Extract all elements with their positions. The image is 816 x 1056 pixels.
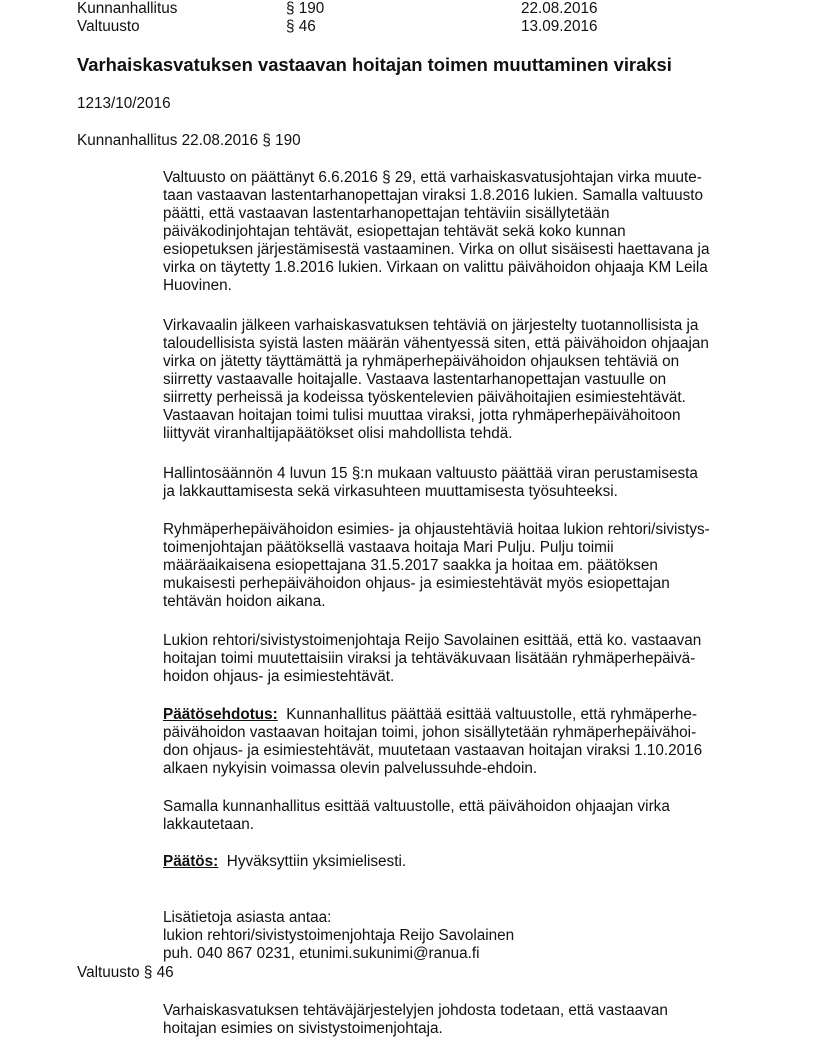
paragraph-line: Ryhmäperhepäivähoidon esimies- ja ohjaustehtäviä hoitaa lukion rehtori/sivistys-	[163, 521, 710, 538]
paragraph-line	[163, 706, 763, 724]
paragraph	[163, 465, 763, 501]
paragraph-line: päiväkodinjohtajan tehtävät, esiopettajan tehtävät sekä koko kunnan	[163, 223, 626, 240]
document-title: Varhaiskasvatuksen vastaavan hoitajan toimen muuttaminen viraksi	[77, 54, 672, 75]
paragraph-line: Hallintosäännön 4 luvun 15 §:n mukaan valtuusto päättää viran perustamisesta	[163, 465, 698, 482]
paragraph-line: Vastaavan hoitajan toimi tulisi muuttaa viraksi, jotta ryhmäperhepäivähoitoon	[163, 407, 681, 424]
paragraph	[163, 632, 763, 686]
paragraph-line: Valtuusto on päättänyt 6.6.2016 § 29, että varhaiskasvatusjohtajan virka muute-	[163, 169, 702, 186]
decision-text: Hyväksyttiin yksimielisesti.	[226, 853, 407, 870]
paragraph-line: taloudellisista syistä lasten määrän vähentyessä siten, että päivähoidon ohjaajan	[163, 335, 709, 352]
paragraph	[163, 1002, 763, 1038]
header-row	[77, 0, 777, 18]
paragraph	[163, 521, 763, 611]
paragraph-line: tehtävän hoidon aikana.	[163, 593, 326, 610]
header-date: 13.09.2016	[521, 18, 598, 35]
decision-proposal	[163, 706, 763, 778]
paragraph	[163, 798, 763, 834]
paragraph-line: määräaikaisena esiopettajana 31.5.2017 saakka ja hoitaa em. päätöksen	[163, 557, 658, 574]
paragraph-line: virka on täytetty 1.8.2016 lukien. Virkaan on valittu päivähoidon ohjaaja KM Leila	[163, 259, 708, 276]
contact-line: Lisätietoja asiasta antaa:	[163, 909, 332, 926]
paragraph-line: liittyvät viranhaltijapäätökset olisi mahdollista tehdä.	[163, 425, 513, 442]
decision	[163, 853, 763, 871]
paragraph-line: siirretty perheissä ja kodeissa työskentelevien päivähoitajien esimiestehtävät.	[163, 389, 686, 406]
proposal-label: Päätösehdotus:	[163, 706, 278, 723]
header-body: Kunnanhallitus	[77, 0, 178, 17]
header-body: Valtuusto	[77, 18, 140, 35]
header-date: 22.08.2016	[521, 0, 598, 17]
paragraph-line: Virkavaalin jälkeen varhaiskasvatuksen tehtäviä on järjestelty tuotannollisista ja	[163, 317, 699, 334]
paragraph-line: virka on jätetty täyttämättä ja ryhmäperhepäivähoidon ohjauksen tehtäviä on	[163, 353, 680, 370]
header-section: § 190	[286, 0, 325, 17]
decision-label: Päätös:	[163, 853, 219, 870]
paragraph-line: don ohjaus- ja esimiestehtävät, muutetaan vastaavan hoitajan viraksi 1.10.2016	[163, 742, 703, 759]
record-number: 1213/10/2016	[77, 95, 171, 112]
paragraph-line: taan vastaavan lastentarhanopettajan viraksi 1.8.2016 lukien. Samalla valtuusto	[163, 187, 703, 204]
paragraph-line: hoitajan toimi muutettaisiin viraksi ja tehtäväkuvaan lisätään ryhmäperhepäivä-	[163, 650, 696, 667]
paragraph-line: päätti, että vastaavan lastentarhanopettajan tehtäviin sisällytetään	[163, 205, 610, 222]
header-section: § 46	[286, 18, 316, 35]
paragraph-line: päivähoidon vastaavan hoitajan toimi, johon sisällytetään ryhmäperhepäivähoi-	[163, 724, 697, 741]
contact-line: puh. 040 867 0231, etunimi.sukunimi@ranua.fi	[163, 945, 480, 962]
paragraph-line: mukaisesti perhepäivähoidon ohjaus- ja esimiestehtävät myös esiopettajan	[163, 575, 670, 592]
paragraph	[163, 317, 763, 443]
contact-line: lukion rehtori/sivistystoimenjohtaja Reijo Savolainen	[163, 927, 515, 944]
paragraph-line: Huovinen.	[163, 277, 232, 294]
section-heading-valtuusto: Valtuusto § 46	[77, 964, 174, 981]
paragraph-line: Varhaiskasvatuksen tehtäväjärjestelyjen johdosta todetaan, että vastaavan	[163, 1002, 668, 1019]
proposal-first-line: Kunnanhallitus päättää esittää valtuustolle, että ryhmäperhe-	[286, 706, 697, 723]
paragraph-line: ja lakkauttamisesta sekä virkasuhteen muuttamisesta työsuhteeksi.	[163, 483, 618, 500]
paragraph-line: toimenjohtajan päätöksellä vastaava hoitaja Mari Pulju. Pulju toimii	[163, 539, 614, 556]
section-heading-kunnanhallitus: Kunnanhallitus 22.08.2016 § 190	[77, 132, 301, 149]
header-row	[77, 18, 777, 36]
paragraph-line: siirretty vastaavalle hoitajalle. Vastaava lastentarhanopettajan vastuulle on	[163, 371, 667, 388]
paragraph-line: Lukion rehtori/sivistystoimenjohtaja Reijo Savolainen esittää, että ko. vastaavan	[163, 632, 702, 649]
paragraph-line	[163, 853, 763, 871]
paragraph-line: lakkautetaan.	[163, 816, 254, 833]
paragraph-line: alkaen nykyisin voimassa olevin palvelussuhde-ehdoin.	[163, 760, 538, 777]
paragraph-line: hoitajan esimies on sivistystoimenjohtaja.	[163, 1020, 443, 1037]
paragraph-line: hoidon ohjaus- ja esimiestehtävät.	[163, 668, 395, 685]
contact-info	[163, 909, 763, 963]
paragraph-line: Samalla kunnanhallitus esittää valtuustolle, että päivähoidon ohjaajan virka	[163, 798, 670, 815]
paragraph	[163, 169, 763, 295]
paragraph-line: esiopetuksen järjestämisestä vastaaminen. Virka on ollut sisäisesti haettavana ja	[163, 241, 710, 258]
